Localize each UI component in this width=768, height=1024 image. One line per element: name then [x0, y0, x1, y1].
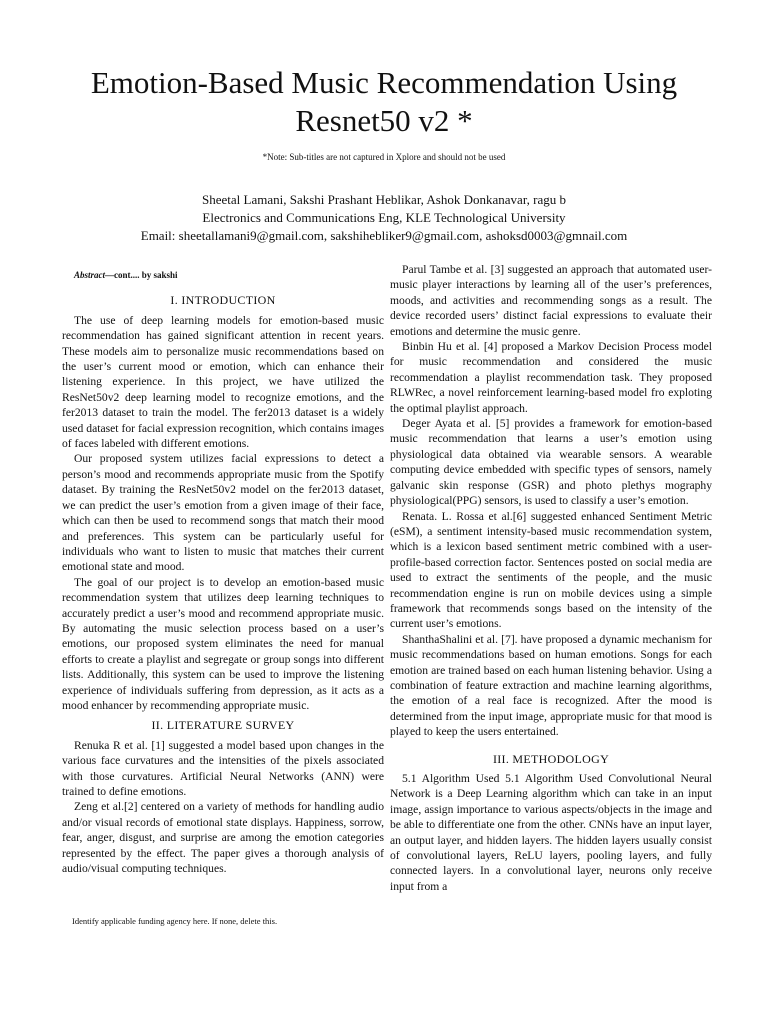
right-column — [390, 262, 712, 894]
section-heading-literature-survey: II. LITERATURE SURVEY — [151, 718, 295, 733]
abstract-text: —cont.... by sakshi — [105, 270, 178, 280]
author-names: Sheetal Lamani, Sakshi Prashant Heblikar, Ashok Donkanavar, ragu b — [202, 192, 566, 207]
paragraph: ShanthaShalini et al. [7]. have proposed a dynamic mechanism for music recommendations based on human emotions. Songs for each emotion are trained based on each human listening behavior. Using a combination of feature extraction and machine learning algorithms, the emotion of a real face is recognized. After the mood is determined from the input image, appropriate music for that mood is played to keep the users entertained. — [390, 632, 712, 739]
paragraph: Renuka R et al. [1] suggested a model based upon changes in the various face curvatures and the intensities of the pixels associated with those curvatures. Artificial Neural Networks (ANN) were trained to define emotions. — [62, 738, 384, 798]
paragraph: Parul Tambe et al. [3] suggested an approach that automated user-music player interactions by learning all of the user’s preferences, moods, and activities and recommending songs as a result. The device recorded users’ distinct facial expressions to evaluate their emotions and determine the music genre. — [390, 263, 712, 338]
title-note: *Note: Sub-titles are not captured in Xplore and should not be used — [262, 152, 506, 162]
abstract-label: Abstract — [74, 270, 106, 280]
author-emails: Email: sheetallamani9@gmail.com, sakshihebliker9@gmail.com, ashoksd0003@gmnail.com — [140, 228, 628, 243]
paragraph: The goal of our project is to develop an emotion-based music recommendation system that utilizes deep learning techniques to accurately predict a user’s mood and recommend appropriate music. By automating the music selection process based on a user’s emotions, our proposed system eliminates the need for manual efforts to create a playlist and segregate or group songs into different lists. Additionally, this system can be used to improve the listening experience of individuals suffering from depression, as it acts as a mood enhancer by recommending appropriate music. — [62, 575, 384, 712]
paragraph: The use of deep learning models for emotion-based music recommendation has gained significant attention in recent years. These models aim to personalize music recommendations based on the user’s current mood or emotion, which can enhance their listening experience. In this project, we have utilized the ResNet50v2 deep learning model to recognize emotions, and the fer2013 dataset to train the model. The fer2013 dataset is a widely used dataset for facial expression recognition, which contains images of faces labeled with different emotions. — [62, 313, 384, 451]
paragraph: Our proposed system utilizes facial expressions to detect a person’s mood and recommends appropriate music from the Spotify dataset. By training the ResNet50v2 model on the fer2013 dataset, we can predict the user’s emotion from a given image of their face, which can then be used to recommend songs that match their mood and preferences. This system can be particularly useful for individuals who want to listen to music that matches their current emotional state and mood. — [62, 452, 384, 574]
funding-footnote: Identify applicable funding agency here. If none, delete this. — [72, 916, 278, 926]
left-column — [62, 262, 384, 876]
title-line-2: Resnet50 v2 * — [295, 103, 473, 138]
section-heading-methodology: III. METHODOLOGY — [492, 751, 610, 766]
section-heading-introduction: I. INTRODUCTION — [170, 293, 276, 308]
paragraph: Renata. L. Rossa et al.[6] suggested enhanced Sentiment Metric (eSM), a sentiment intensity-based music recommendation system, which is a lexicon based sentiment metric combined with a user-profile-based correction factor. Sentences posted on social media are used to extract the sentiments of the people, and the music recommendation engine is run on mobile devices using a simple framework that recommends songs based on the intensity of the current user’s emotions. — [390, 509, 712, 631]
paragraph: Zeng et al.[2] centered on a variety of methods for handling audio and/or visual records of emotional state displays. Happiness, sorrow, fear, anger, disgust, and surprise are among the emotion categories represented by the effect. The paper gives a thorough analysis of audio/visual computing techniques. — [62, 800, 384, 876]
abstract — [74, 268, 384, 283]
paper-title — [40, 64, 728, 140]
paragraph: Binbin Hu et al. [4] proposed a Markov Decision Process model for music recommendation and considered the music recommendation a playlist recommendation task. They proposed RLWRec, a novel reinforcement learning-based model fro exploting the optimal playlist approach. — [390, 340, 712, 415]
paragraph: Deger Ayata et al. [5] provides a framework for emotion-based music recommendation that learns a user’s emotion using physiological data obtained via wearable sensors. A wearable computing device embedded with specific types of sensors, namely galvanic skin response (GSR) and photo plethys mography physiological(PPG) sensors, is used to classify a user’s emotion. — [390, 417, 712, 508]
title-line-1: Emotion-Based Music Recommendation Using — [90, 65, 678, 100]
author-affiliation: Electronics and Communications Eng, KLE Technological University — [202, 210, 566, 225]
paragraph: 5.1 Algorithm Used 5.1 Algorithm Used Convolutional Neural Network is a Deep Learning algorithm which can take in an input image, assign importance to various aspects/objects in the image and be able to differentiate one from the other. CNNs have an input layer, an output layer, and hidden layers. The hidden layers usually consist of convolutional layers, ReLU layers, pooling layers, and fully connected layers. In a convolutional layer, neurons only receive input from a — [390, 772, 712, 893]
author-block — [0, 191, 768, 245]
